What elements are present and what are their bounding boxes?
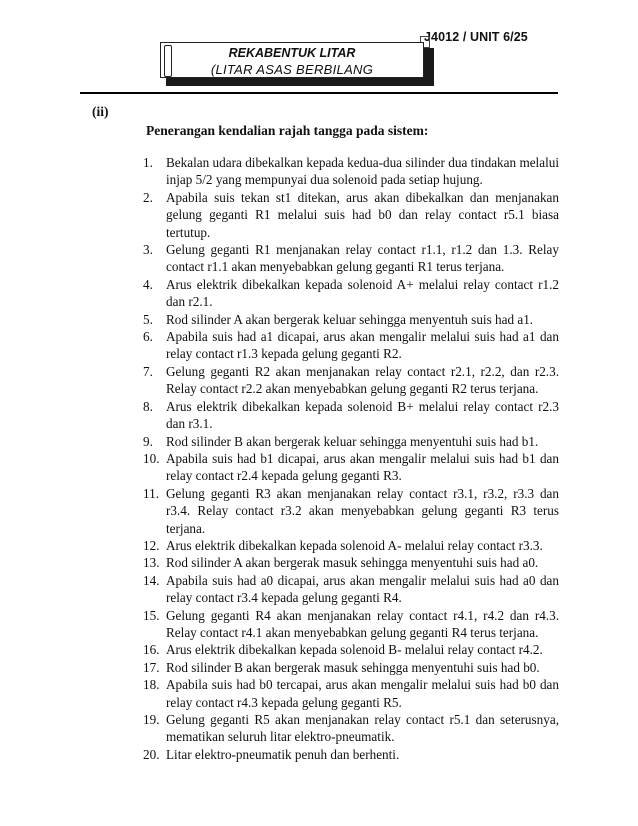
step-number: 13. (143, 555, 160, 571)
step-text: Rod silinder A akan bergerak masuk sehingga menyentuhi suis had a0. (166, 555, 539, 571)
step-item (143, 154, 559, 189)
step-text: Bekalan udara dibekalkan kepada kedua-dua silinder dua tindakan melalui injap 5/2 yang mempunyai dua solenoid pada setiap hujung. (166, 155, 559, 188)
step-item (143, 241, 559, 276)
section-heading: Penerangan kendalian rajah tangga pada sistem: (146, 123, 429, 138)
step-number: 3. (143, 242, 153, 258)
header-title: REKABENTUK LITAR (228, 46, 356, 60)
step-number: 12. (143, 537, 160, 553)
step-text: Arus elektrik dibekalkan kepada solenoid A+ melalui relay contact r1.2 dan r2.1. (166, 276, 559, 310)
step-number: 18. (143, 677, 160, 693)
step-item (143, 189, 559, 241)
step-item (143, 450, 559, 485)
step-number: 14. (143, 572, 160, 588)
step-text: Apabila suis had b1 dicapai, arus akan mengalir melalui suis had b1 dan relay contact r2.4 kepada gelung geganti R3. (166, 450, 559, 484)
step-item (143, 746, 559, 763)
step-number: 5. (143, 311, 153, 327)
step-item (143, 276, 559, 311)
step-item (143, 572, 559, 607)
step-text: Apabila suis tekan st1 ditekan, arus akan dibekalkan dan menjanakan gelung geganti R1 melalui suis had b0 dan relay contact r5.1 biasa tertutup. (166, 189, 559, 240)
step-number: 8. (143, 398, 153, 414)
step-number: 4. (143, 276, 153, 292)
step-number: 19. (143, 712, 160, 727)
step-text: Gelung geganti R4 akan menjanakan relay contact r4.1, r4.2 dan r4.3. Relay contact r4.1 akan menyebabkan gelung geganti R4 terus terjana. (166, 607, 559, 640)
section-number: (ii) (92, 104, 109, 119)
step-text: Apabila suis had a0 dicapai, arus akan mengalir melalui suis had a0 dan relay contact r3.4 kepada gelung geganti R4. (166, 572, 559, 606)
step-number: 15. (143, 607, 160, 623)
step-item (143, 659, 559, 676)
step-item (143, 433, 559, 450)
step-number: 9. (143, 433, 153, 449)
step-text: Gelung geganti R3 akan menjanakan relay contact r3.1, r3.2, r3.3 dan r3.4. Relay contact r3.2 akan menyebabkan gelung geganti R3 terus terjana. (166, 485, 559, 536)
step-item (143, 398, 559, 433)
step-item (143, 537, 559, 554)
step-number: 17. (143, 659, 160, 675)
step-text: Arus elektrik dibekalkan kepada solenoid B- melalui relay contact r4.2. (166, 642, 543, 658)
step-item (143, 363, 559, 398)
step-number: 1. (143, 155, 153, 170)
step-number: 11. (143, 485, 159, 501)
step-text: Rod silinder B akan bergerak keluar sehingga menyentuhi suis had b1. (166, 433, 539, 449)
step-text: Apabila suis had b0 tercapai, arus akan mengalir melalui suis had b0 dan relay contact r4.3 kepada gelung geganti R5. (166, 677, 559, 710)
step-text: Rod silinder B akan bergerak masuk sehingga menyentuhi suis had b0. (166, 659, 540, 675)
step-number: 16. (143, 642, 160, 658)
header-rule (80, 92, 558, 94)
step-item (143, 485, 559, 537)
steps-list (143, 154, 559, 763)
step-text: Litar elektro-pneumatik penuh dan berhenti. (166, 746, 400, 762)
step-item (143, 554, 559, 571)
step-text: Arus elektrik dibekalkan kepada solenoid A- melalui relay contact r3.3. (166, 537, 543, 553)
step-text: Rod silinder A akan bergerak keluar sehingga menyentuh suis had a1. (166, 311, 534, 327)
step-item (143, 641, 559, 658)
step-text: Arus elektrik dibekalkan kepada solenoid B+ melalui relay contact r2.3 dan r3.1. (166, 398, 559, 432)
step-number: 10. (143, 450, 160, 466)
step-text: Apabila suis had a1 dicapai, arus akan mengalir melalui suis had a1 dan relay contact r1.3 kepada gelung geganti R2. (166, 329, 559, 362)
step-item (143, 711, 559, 746)
step-number: 20. (143, 746, 160, 762)
step-item (143, 607, 559, 642)
step-item (143, 676, 559, 711)
step-number: 6. (143, 329, 153, 345)
step-number: 2. (143, 189, 153, 205)
step-text: Gelung geganti R5 akan menjanakan relay contact r5.1 dan seterusnya, mematikan seluruh litar elektro-pneumatik. (166, 712, 559, 745)
step-text: Gelung geganti R1 menjanakan relay contact r1.1, r1.2 dan 1.3. Relay contact r1.1 akan menyebabkan gelung geganti R1 terus terjana. (166, 242, 559, 275)
header-subtitle: (LITAR ASAS BERBILANG (210, 62, 374, 77)
step-item (143, 328, 559, 363)
header-box (160, 42, 424, 78)
step-number: 7. (143, 363, 153, 379)
step-text: Gelung geganti R2 akan menjanakan relay contact r2.1, r2.2, dan r2.3. Relay contact r2.2 akan menyebabkan gelung geganti R2 terus terjana. (166, 363, 559, 397)
step-item (143, 311, 559, 328)
page-code: J4012 / UNIT 6/25 (424, 30, 528, 44)
unit-header-banner (160, 42, 432, 86)
